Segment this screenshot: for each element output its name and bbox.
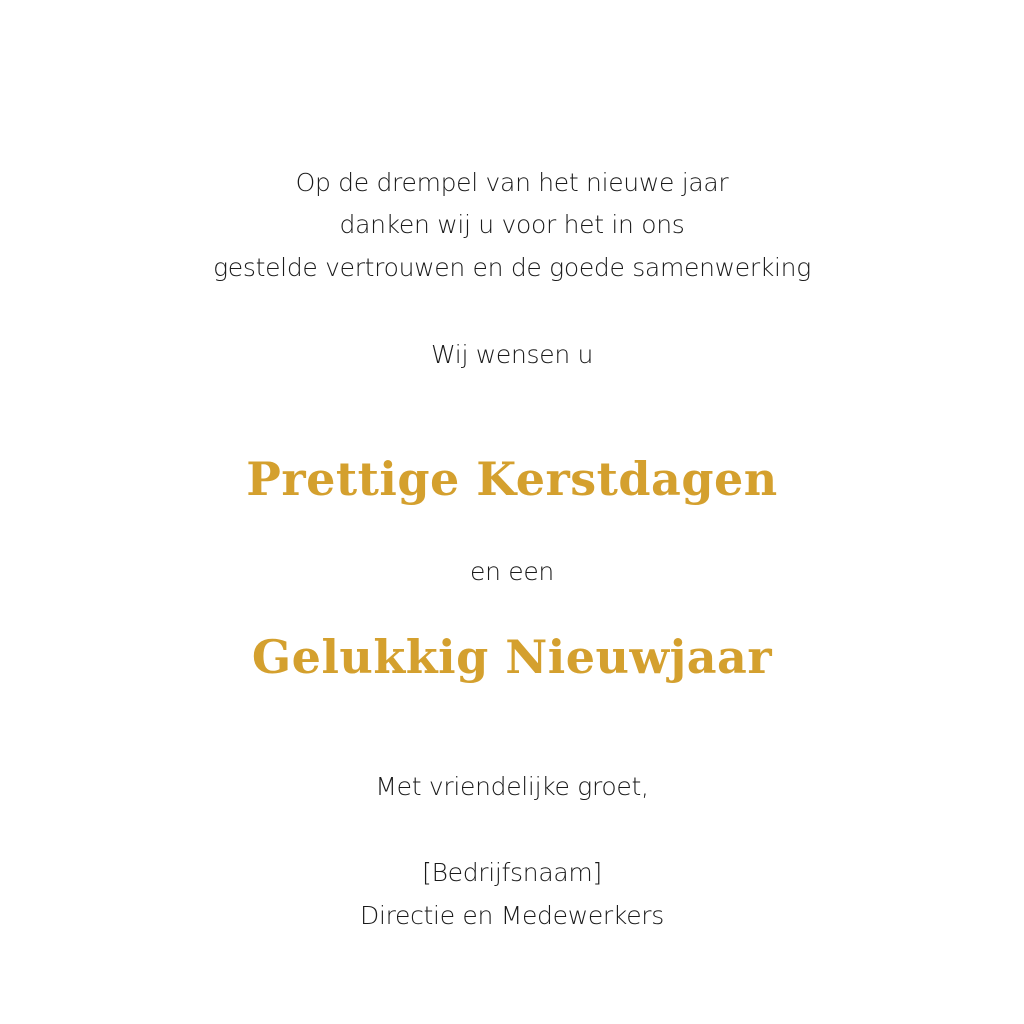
intro-line-1: Op de drempel van het nieuwe jaar [295,168,729,197]
connector-text: en een [470,557,554,586]
signature-line: Directie en Medewerkers [360,901,664,930]
headline-christmas: Prettige Kerstdagen [246,452,778,506]
company-name: [Bedrijfsnaam] [422,858,602,887]
intro-line-3: gestelde vertrouwen en de goede samenwerking [213,253,811,282]
intro-line-2: danken wij u voor het in ons [339,210,685,239]
wish-text: Wij wensen u [430,340,594,369]
closing-greeting: Met vriendelijke groet, [375,772,649,801]
headline-new-year: Gelukkig Nieuwjaar [251,630,773,684]
